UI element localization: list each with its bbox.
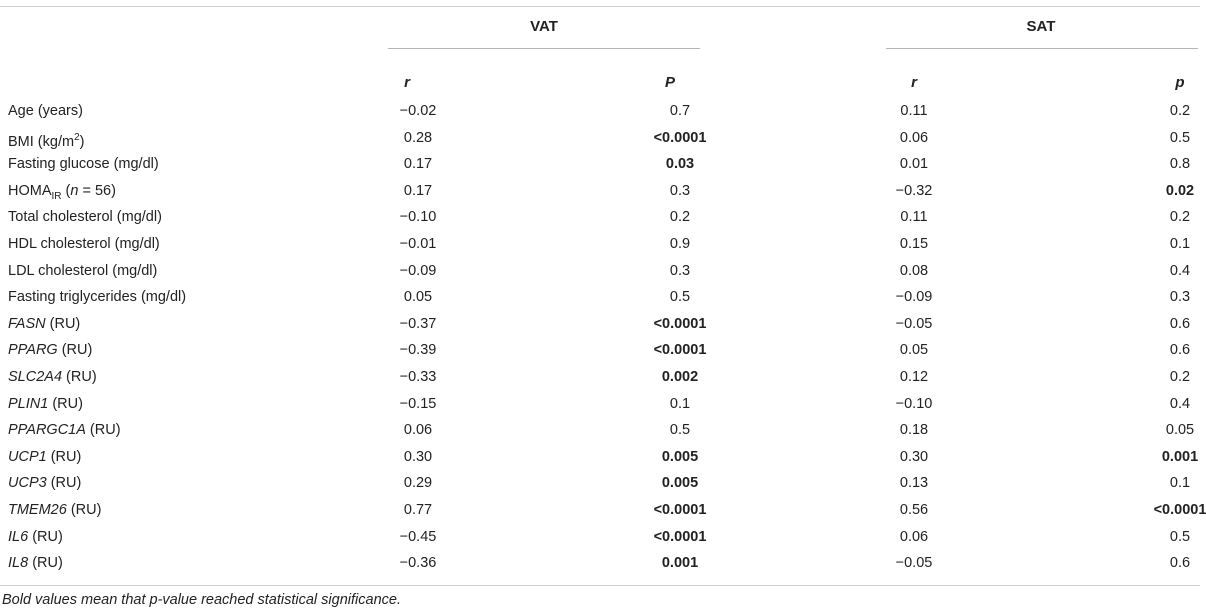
vat-r-cell: −0.02 [399, 103, 437, 119]
vat-r-cell: 0.77 [403, 501, 433, 518]
vat-p-cell: 0.1 [669, 395, 691, 412]
table-row [0, 98, 1200, 125]
gene-name: FASN [8, 315, 46, 332]
unit-suffix: (RU) [62, 368, 97, 385]
unit-suffix: (RU) [45, 315, 81, 332]
unit-suffix: (RU) [48, 395, 83, 412]
label-text: BMI (kg/m [8, 133, 75, 150]
gene-name: UCP1 [8, 448, 47, 465]
vat-r-column-header: r [404, 74, 410, 91]
vat-r-cell: 0.30 [403, 448, 433, 465]
vat-p-column-header: P [664, 74, 676, 91]
vat-p-cell: 0.2 [669, 209, 691, 226]
vat-p-cell: 0.3 [669, 262, 691, 279]
vat-group-underline [388, 48, 700, 49]
row-label [8, 391, 83, 418]
table-top-rule [0, 6, 1200, 7]
vat-p-cell: 0.5 [669, 289, 691, 306]
label-n: n [70, 182, 79, 199]
sat-r-cell: 0.08 [899, 262, 929, 279]
sat-p-cell: 0.2 [1169, 209, 1191, 226]
sat-r-cell: −0.32 [895, 182, 933, 199]
vat-group-header: VAT [530, 18, 558, 35]
vat-p-cell: <0.0001 [653, 315, 707, 332]
sat-p-cell: 0.2 [1169, 368, 1191, 385]
label-text: ) [79, 133, 85, 150]
vat-r-cell: 0.06 [403, 422, 433, 439]
label-text: Fasting glucose (mg/dl) [8, 156, 159, 173]
label-text: Fasting triglycerides (mg/dl) [8, 289, 187, 306]
vat-r-cell: −0.09 [399, 262, 437, 279]
unit-suffix: (RU) [85, 422, 121, 439]
sat-r-cell: 0.15 [899, 235, 929, 252]
sat-p-cell: <0.0001 [1153, 501, 1206, 518]
table-row [0, 178, 1200, 205]
unit-suffix: (RU) [28, 528, 63, 545]
table-row [0, 364, 1200, 391]
sat-p-cell: 0.8 [1169, 156, 1191, 173]
vat-r-cell: 0.05 [403, 289, 433, 306]
unit-suffix: (RU) [46, 475, 82, 492]
table-row [0, 550, 1200, 577]
sat-r-cell: 0.06 [899, 129, 929, 146]
sat-p-cell: 0.6 [1169, 342, 1191, 359]
sat-p-cell: 0.1 [1169, 235, 1191, 252]
row-label [8, 364, 97, 391]
table-row [0, 497, 1206, 524]
vat-p-cell: <0.0001 [653, 342, 707, 359]
sat-r-column-header: r [911, 74, 917, 91]
sat-p-cell: 0.6 [1169, 555, 1191, 572]
vat-r-cell: 0.17 [403, 182, 433, 199]
sat-r-cell: 0.05 [899, 342, 929, 359]
vat-r-cell: −0.33 [399, 368, 437, 385]
vat-r-cell: 0.28 [403, 129, 433, 146]
gene-name: TMEM26 [8, 501, 67, 518]
label-superscript: 2 [74, 131, 80, 143]
vat-r-cell: −0.36 [399, 555, 437, 572]
table-row [0, 524, 1200, 551]
row-label [8, 470, 81, 497]
vat-p-cell: <0.0001 [653, 501, 707, 518]
sat-r-cell: 0.11 [900, 103, 928, 119]
row-label [8, 258, 157, 285]
vat-r-cell: −0.15 [399, 395, 437, 412]
vat-p-cell: 0.3 [669, 182, 691, 199]
table-row [0, 417, 1200, 444]
gene-name: PPARGC1A [8, 422, 86, 439]
row-label [8, 204, 162, 231]
sat-p-cell: 0.05 [1165, 422, 1195, 439]
vat-r-cell: −0.39 [399, 342, 437, 359]
gene-name: IL6 [8, 528, 29, 545]
gene-name: UCP3 [8, 475, 47, 492]
sat-p-cell: 0.1 [1169, 475, 1191, 492]
unit-suffix: (RU) [66, 501, 102, 518]
vat-p-cell: 0.001 [661, 555, 699, 572]
row-label [8, 311, 80, 338]
sat-p-cell: 0.3 [1169, 289, 1191, 306]
vat-p-cell: 0.7 [669, 103, 691, 119]
label-subscript: IR [51, 190, 62, 202]
row-label [8, 231, 160, 258]
sat-group-underline [886, 48, 1198, 49]
row-label [8, 98, 83, 125]
sat-r-cell: 0.30 [899, 448, 929, 465]
vat-r-cell: 0.17 [403, 156, 433, 173]
table-row [0, 391, 1200, 418]
vat-p-cell: 0.9 [669, 235, 691, 252]
table-row [0, 311, 1200, 338]
sat-group-header: SAT [1026, 18, 1056, 35]
vat-p-cell: 0.002 [661, 368, 699, 385]
row-label [8, 524, 63, 551]
table-row [0, 444, 1200, 471]
sat-r-cell: 0.13 [899, 475, 929, 492]
sat-p-cell: 0.5 [1169, 528, 1191, 545]
label-text: = 56) [78, 182, 116, 199]
vat-r-cell: −0.37 [399, 315, 437, 332]
table-row [0, 204, 1200, 231]
table-row [0, 125, 1200, 152]
row-label [8, 337, 92, 364]
label-text: Age (years) [8, 103, 83, 119]
gene-name: PLIN1 [8, 395, 49, 412]
table-row [0, 470, 1200, 497]
gene-name: SLC2A4 [8, 368, 63, 385]
vat-p-cell: <0.0001 [653, 129, 707, 146]
vat-r-cell: −0.01 [399, 235, 437, 252]
row-label [8, 417, 121, 444]
sat-r-cell: −0.05 [895, 555, 933, 572]
sat-r-cell: 0.01 [899, 156, 929, 173]
label-text: HDL cholesterol (mg/dl) [8, 235, 160, 252]
vat-p-cell: 0.005 [661, 475, 699, 492]
sat-r-cell: 0.56 [899, 501, 929, 518]
table-row [0, 337, 1200, 364]
sat-r-cell: 0.06 [899, 528, 929, 545]
gene-name: IL8 [8, 555, 29, 572]
vat-p-cell: 0.5 [669, 422, 691, 439]
sat-r-cell: 0.18 [899, 422, 929, 439]
table-row [0, 284, 1200, 311]
sat-r-cell: 0.12 [899, 368, 929, 385]
unit-suffix: (RU) [46, 448, 82, 465]
sat-r-cell: −0.09 [895, 289, 933, 306]
table-body [0, 98, 1206, 577]
row-label [8, 284, 186, 311]
label-text: HOMA [8, 182, 52, 199]
gene-name: PPARG [8, 342, 58, 359]
label-text: Total cholesterol (mg/dl) [8, 209, 162, 226]
table-row [0, 258, 1200, 285]
vat-p-cell: <0.0001 [653, 528, 707, 545]
sat-p-cell: 0.4 [1169, 395, 1191, 412]
row-label [8, 497, 101, 524]
label-text: ( [61, 182, 71, 199]
table-row [0, 231, 1200, 258]
table-bottom-rule [0, 585, 1200, 586]
row-label [8, 550, 63, 577]
vat-r-cell: 0.29 [403, 475, 433, 492]
unit-suffix: (RU) [57, 342, 93, 359]
sat-p-column-header: p [1175, 74, 1185, 91]
sat-p-cell: 0.5 [1169, 129, 1191, 146]
vat-p-cell: 0.03 [665, 156, 695, 173]
unit-suffix: (RU) [28, 555, 63, 572]
sat-r-cell: 0.11 [900, 209, 928, 226]
sat-p-cell: 0.4 [1169, 262, 1191, 279]
sat-r-cell: −0.05 [895, 315, 933, 332]
table-row [0, 151, 1200, 178]
row-label [8, 151, 159, 178]
table-footnote: Bold values mean that p-value reached statistical significance. [2, 592, 401, 608]
sat-r-cell: −0.10 [895, 395, 933, 412]
vat-r-cell: −0.45 [399, 528, 437, 545]
row-label [8, 444, 81, 471]
sat-p-cell: 0.6 [1169, 315, 1191, 332]
sat-p-cell: 0.2 [1169, 103, 1191, 119]
sat-p-cell: 0.001 [1161, 448, 1199, 465]
vat-r-cell: −0.10 [399, 209, 437, 226]
label-text: LDL cholesterol (mg/dl) [8, 262, 158, 279]
sat-p-cell: 0.02 [1165, 182, 1195, 199]
vat-p-cell: 0.005 [661, 448, 699, 465]
